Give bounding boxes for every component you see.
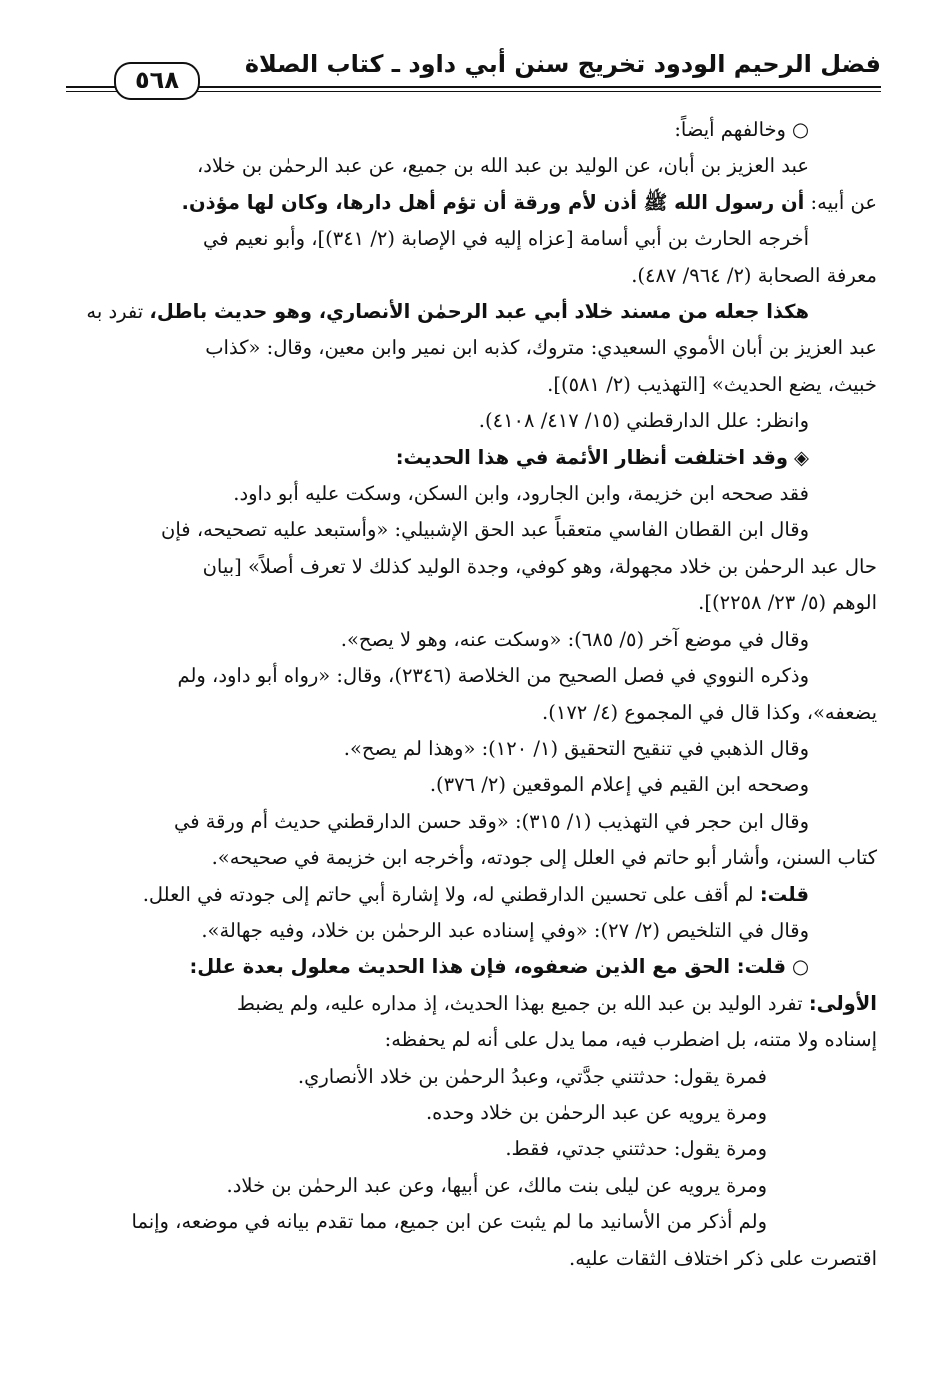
bold-text: أن رسول الله ﷺ أذن لأم ورقة أن تؤم أهل دارها، وكان لها مؤذن.	[181, 190, 805, 214]
plain-text: إسناده ولا متنه، بل اضطرب فيه، مما يدل على أنه لم يحفظه:	[384, 1028, 877, 1052]
text-line	[70, 767, 877, 803]
plain-text: ولم أذكر من الأسانيد ما لم يثبت عن ابن جميع، مما تقدم بيانه في موضعه، وإنما	[131, 1210, 767, 1234]
bold-text: الأولى:	[808, 991, 877, 1015]
text-line	[70, 695, 877, 731]
text-line	[70, 1168, 877, 1204]
bullet-mark: ◈	[794, 445, 809, 469]
text-line	[70, 112, 877, 148]
text-line	[70, 1095, 877, 1131]
text-line	[70, 330, 877, 366]
page-body	[70, 112, 877, 1277]
page-number: ٥٦٨	[114, 62, 200, 100]
bold-text: وقد اختلفت أنظار الأئمة في هذا الحديث:	[395, 445, 788, 469]
text-line	[70, 367, 877, 403]
text-line	[70, 294, 877, 330]
text-line	[70, 258, 877, 294]
bold-text: قلت: الحق مع الذين ضعفوه، فإن هذا الحديث معلول بعدة علل:	[189, 955, 786, 979]
plain-text: وصححه ابن القيم في إعلام الموقعين (٢/ ٣٧٦).	[429, 773, 809, 797]
plain-text: معرفة الصحابة (٢/ ٩٦٤/ ٤٨٧).	[631, 263, 877, 287]
text-line	[70, 512, 877, 548]
plain-text: وقال ابن حجر في التهذيب (١/ ٣١٥): «وقد حسن الدارقطني حديث أم ورقة في	[173, 809, 809, 833]
plain-text: ومرة يقول: حدثتني جدتي، فقط.	[505, 1137, 767, 1161]
plain-text: وقال في التلخيص (٢/ ٢٧): «وفي إسناده عبد الرحمٰن بن خلاد، وفيه جهالة».	[201, 918, 809, 942]
plain-text: وخالفهم أيضاً:	[674, 118, 786, 141]
text-line	[70, 585, 877, 621]
bold-text: هكذا جعله من مسند خلاد أبي عبد الرحمٰن الأنصاري، وهو حديث باطل،	[149, 300, 809, 324]
text-line	[70, 840, 877, 876]
plain-text: الوهم (٥/ ٢٣/ ٢٢٥٨)].	[698, 591, 877, 615]
text-line	[70, 1241, 877, 1277]
plain-text: ومرة يرويه عن عبد الرحمٰن بن خلاد وحده.	[425, 1100, 767, 1124]
text-line	[70, 1022, 877, 1058]
plain-text: وذكره النووي في فصل الصحيح من الخلاصة (٢٣٤٦)، وقال: «رواه أبو داود، ولم	[177, 664, 809, 688]
plain-text: كتاب السنن، وأشار أبو حاتم في العلل إلى جودته، وأخرجه ابن خزيمة في صحيحه».	[211, 846, 877, 870]
text-line	[70, 403, 877, 439]
plain-text: حال عبد الرحمٰن بن خلاد مجهولة، وهو كوفي، وجدة الوليد كذلك لا تعرف أصلاً» [بيان	[202, 554, 877, 578]
text-line	[70, 658, 877, 694]
text-line	[70, 221, 877, 257]
plain-text: اقتصرت على ذكر اختلاف الثقات عليه.	[569, 1246, 877, 1270]
page-header	[66, 44, 881, 102]
text-line	[70, 1204, 877, 1240]
text-line	[70, 1059, 877, 1095]
plain-text: وانظر: علل الدارقطني (١٥/ ٤١٧/ ٤١٠٨).	[478, 409, 809, 433]
text-line	[70, 986, 877, 1022]
text-line	[70, 476, 877, 512]
plain-text: عبد العزيز بن أبان الأموي السعيدي: متروك، كذبه ابن نمير وابن معين، وقال: «كذاب	[205, 336, 877, 360]
text-line	[70, 622, 877, 658]
bullet-mark: ○	[791, 955, 809, 979]
plain-text: فقد صححه ابن خزيمة، وابن الجارود، وابن السكن، وسكت عليه أبو داود.	[233, 482, 809, 506]
bullet-mark: ○	[791, 118, 809, 141]
plain-text: وقال في موضع آخر (٥/ ٦٨٥): «وسكت عنه، وهو لا يصح».	[340, 627, 809, 651]
text-line	[70, 804, 877, 840]
plain-text: فمرة يقول: حدثتني جدَّتي، وعبدُ الرحمٰن بن خلاد الأنصاري.	[297, 1064, 767, 1088]
plain-text: يضعفه»، وكذا قال في المجموع (٤/ ١٧٢).	[542, 700, 877, 724]
text-line	[70, 913, 877, 949]
plain-text: لم أقف على تحسين الدارقطني له، ولا إشارة أبي حاتم إلى جودته في العلل.	[142, 882, 760, 906]
text-line	[70, 731, 877, 767]
plain-text: أخرجه الحارث بن أبي أسامة [عزاه إليه في الإصابة (٢/ ٣٤١)]، وأبو نعيم في	[203, 227, 809, 251]
plain-text: وقال ابن القطان الفاسي متعقباً عبد الحق الإشبيلي: «وأستبعد عليه تصحيحه، فإن	[161, 518, 809, 542]
text-line	[70, 440, 877, 476]
text-line	[70, 949, 877, 985]
bold-text: قلت:	[759, 882, 809, 906]
plain-text: عبد العزيز بن أبان، عن الوليد بن عبد الله بن جميع، عن عبد الرحمٰن بن خلاد،	[196, 154, 809, 178]
plain-text: ومرة يرويه عن ليلى بنت مالك، عن أبيها، وعن عبد الرحمٰن بن خلاد.	[226, 1173, 767, 1197]
plain-text: عن أبيه:	[804, 190, 877, 214]
plain-text: تفرد الوليد بن عبد الله بن جميع بهذا الحديث، إذ مداره عليه، ولم يضبط	[236, 991, 809, 1015]
plain-text: وقال الذهبي في تنقيح التحقيق (١/ ١٢٠): «وهذا لم يصح».	[343, 736, 809, 760]
text-line	[70, 185, 877, 221]
running-title: فضل الرحيم الودود تخريج سنن أبي داود ـ كتاب الصلاة	[244, 50, 881, 78]
text-line	[70, 1131, 877, 1167]
text-line	[70, 877, 877, 913]
text-line	[70, 148, 877, 184]
plain-text: خبيث، يضع الحديث» [التهذيب (٢/ ٥٨١)].	[547, 372, 877, 396]
plain-text: تفرد به	[86, 300, 150, 324]
text-line	[70, 549, 877, 585]
